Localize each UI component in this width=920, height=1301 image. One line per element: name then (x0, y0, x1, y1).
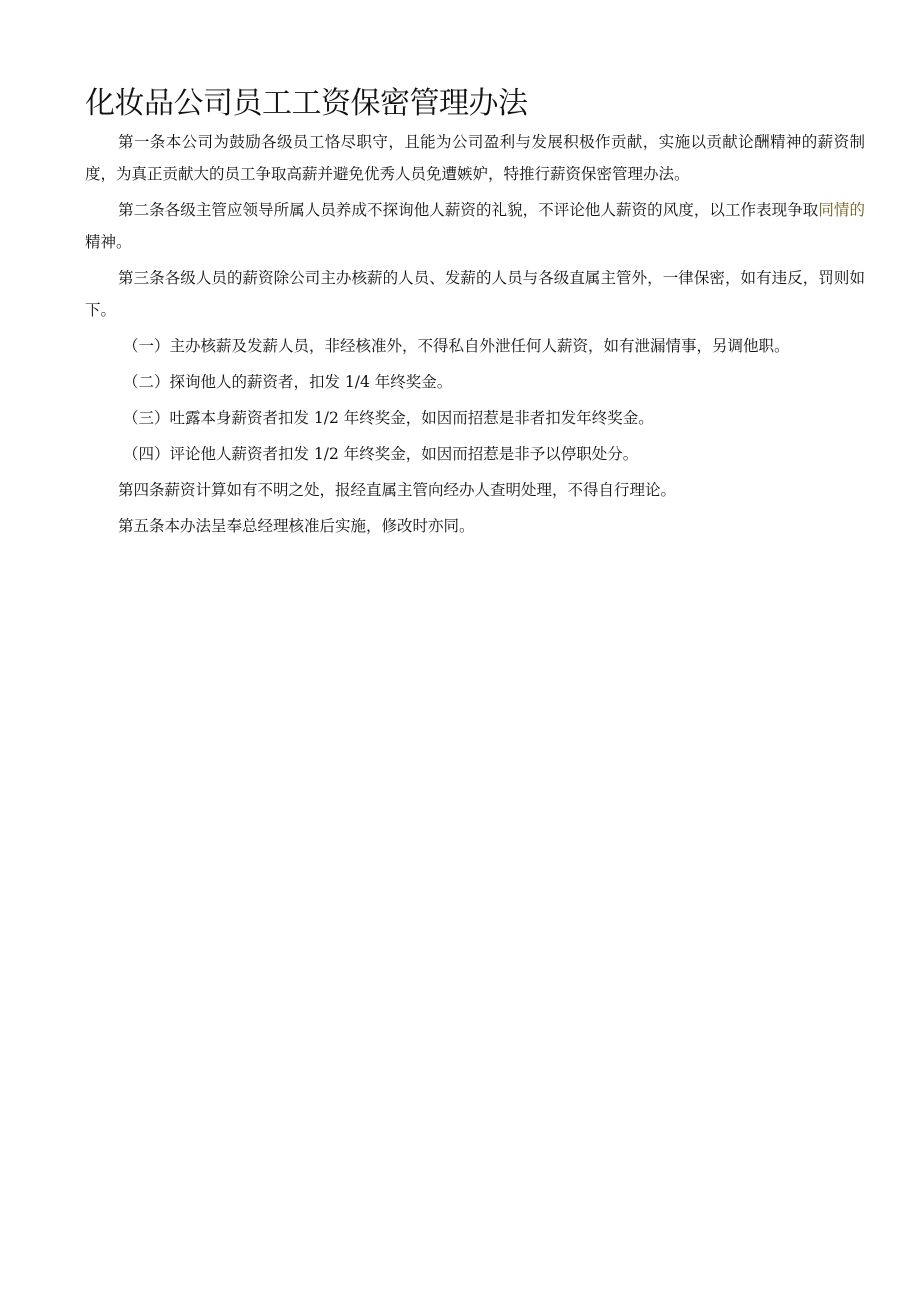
clause-3: （三）吐露本身薪资者扣发 1/2 年终奖金，如因而招惹是非者扣发年终奖金。 (123, 409, 654, 427)
article-1: 第一条本公司为鼓励各级员工恪尽职守，且能为公司盈利与发展积极作贡献，实施以贡献论酬精神的薪资制度，为真正贡献大的员工争取高薪并避免优秀人员免遭嫉妒，特推行薪资保密管理办法。 (85, 133, 865, 183)
page-title: 化妆品公司员工工资保密管理办法 (85, 86, 528, 121)
clause-4: （四）评论他人薪资者扣发 1/2 年终奖金，如因而招惹是非予以停职处分。 (123, 445, 639, 463)
article-4: 第四条薪资计算如有不明之处，报经直属主管向经办人查明处理，不得自行理论。 (118, 481, 677, 499)
article-2-text-before: 第二条各级主管应领导所属人员养成不探询他人薪资的礼貌，不评论他人薪资的风度，以工作表现争取 (118, 201, 819, 219)
article-2-text-after: 精神。 (85, 233, 132, 251)
document-body (85, 126, 865, 546)
article-5: 第五条本办法呈奉总经理核准后实施，修改时亦同。 (118, 517, 475, 535)
article-2-highlighted-text: 同情的 (818, 201, 865, 219)
article-2 (85, 194, 865, 258)
clause-1: （一）主办核薪及发薪人员，非经核准外，不得私自外泄任何人薪资，如有泄漏情事，另调他职。 (123, 337, 790, 355)
article-3: 第三条各级人员的薪资除公司主办核薪的人员、发薪的人员与各级直属主管外，一律保密，如有违反，罚则如下。 (85, 269, 865, 319)
clause-2: （二）探询他人的薪资者，扣发 1/4 年终奖金。 (123, 373, 453, 391)
